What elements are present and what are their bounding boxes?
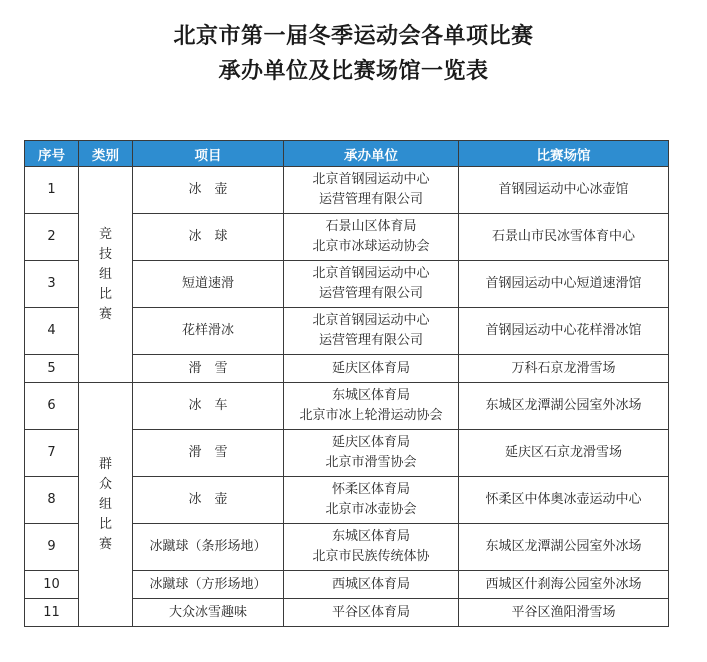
- row-item: 花样滑冰: [133, 308, 284, 355]
- row-no: 6: [25, 383, 79, 430]
- row-item: 滑 雪: [133, 355, 284, 383]
- row-organizer: 西城区体育局: [284, 571, 459, 599]
- row-organizer: 北京首钢园运动中心 运营管理有限公司: [284, 261, 459, 308]
- row-item: 冰 壶: [133, 477, 284, 524]
- category-cell-competitive: [79, 167, 133, 383]
- row-venue: 东城区龙潭湖公园室外冰场: [459, 524, 669, 571]
- row-no: 8: [25, 477, 79, 524]
- category-cell-mass: [79, 383, 133, 627]
- row-no: 3: [25, 261, 79, 308]
- row-item: 冰 车: [133, 383, 284, 430]
- row-organizer: 东城区体育局 北京市民族传统体协: [284, 524, 459, 571]
- row-venue: 首钢园运动中心短道速滑馆: [459, 261, 669, 308]
- events-table: [24, 140, 669, 627]
- row-venue: 首钢园运动中心花样滑冰馆: [459, 308, 669, 355]
- row-item: 短道速滑: [133, 261, 284, 308]
- row-organizer: 延庆区体育局: [284, 355, 459, 383]
- row-no: 11: [25, 599, 79, 627]
- row-item: 冰 球: [133, 214, 284, 261]
- table-row: [25, 383, 669, 430]
- row-no: 5: [25, 355, 79, 383]
- row-venue: 首钢园运动中心冰壶馆: [459, 167, 669, 214]
- header-item: 项目: [133, 141, 284, 167]
- header-venue: 比赛场馆: [459, 141, 669, 167]
- row-no: 7: [25, 430, 79, 477]
- row-no: 9: [25, 524, 79, 571]
- row-venue: 东城区龙潭湖公园室外冰场: [459, 383, 669, 430]
- row-organizer: 怀柔区体育局 北京市冰壶协会: [284, 477, 459, 524]
- row-item: 大众冰雪趣味: [133, 599, 284, 627]
- header-no: 序号: [25, 141, 79, 167]
- header-organizer: 承办单位: [284, 141, 459, 167]
- row-item: 冰 壶: [133, 167, 284, 214]
- row-no: 10: [25, 571, 79, 599]
- row-organizer: 延庆区体育局 北京市滑雪协会: [284, 430, 459, 477]
- row-venue: 平谷区渔阳滑雪场: [459, 599, 669, 627]
- row-organizer: 北京首钢园运动中心 运营管理有限公司: [284, 167, 459, 214]
- category-mass-label: 群众组比赛: [98, 456, 112, 552]
- category-competitive-label: 竞技组比赛: [98, 226, 112, 322]
- row-organizer: 东城区体育局 北京市冰上轮滑运动协会: [284, 383, 459, 430]
- row-item: 冰蹴球（方形场地）: [133, 571, 284, 599]
- row-no: 1: [25, 167, 79, 214]
- row-venue: 延庆区石京龙滑雪场: [459, 430, 669, 477]
- table-row: [25, 167, 669, 214]
- row-venue: 西城区什刹海公园室外冰场: [459, 571, 669, 599]
- row-organizer: 北京首钢园运动中心 运营管理有限公司: [284, 308, 459, 355]
- row-no: 2: [25, 214, 79, 261]
- row-organizer: 平谷区体育局: [284, 599, 459, 627]
- page-title-line-2: 承办单位及比赛场馆一览表: [218, 59, 489, 84]
- row-organizer: 石景山区体育局 北京市冰球运动协会: [284, 214, 459, 261]
- row-item: 滑 雪: [133, 430, 284, 477]
- row-venue: 石景山市民冰雪体育中心: [459, 214, 669, 261]
- header-category: 类别: [79, 141, 133, 167]
- row-no: 4: [25, 308, 79, 355]
- table-header-row: [25, 141, 669, 167]
- row-venue: 怀柔区中体奥冰壶运动中心: [459, 477, 669, 524]
- page-title-line-1: 北京市第一届冬季运动会各单项比赛: [173, 24, 534, 49]
- row-item: 冰蹴球（条形场地）: [133, 524, 284, 571]
- row-venue: 万科石京龙滑雪场: [459, 355, 669, 383]
